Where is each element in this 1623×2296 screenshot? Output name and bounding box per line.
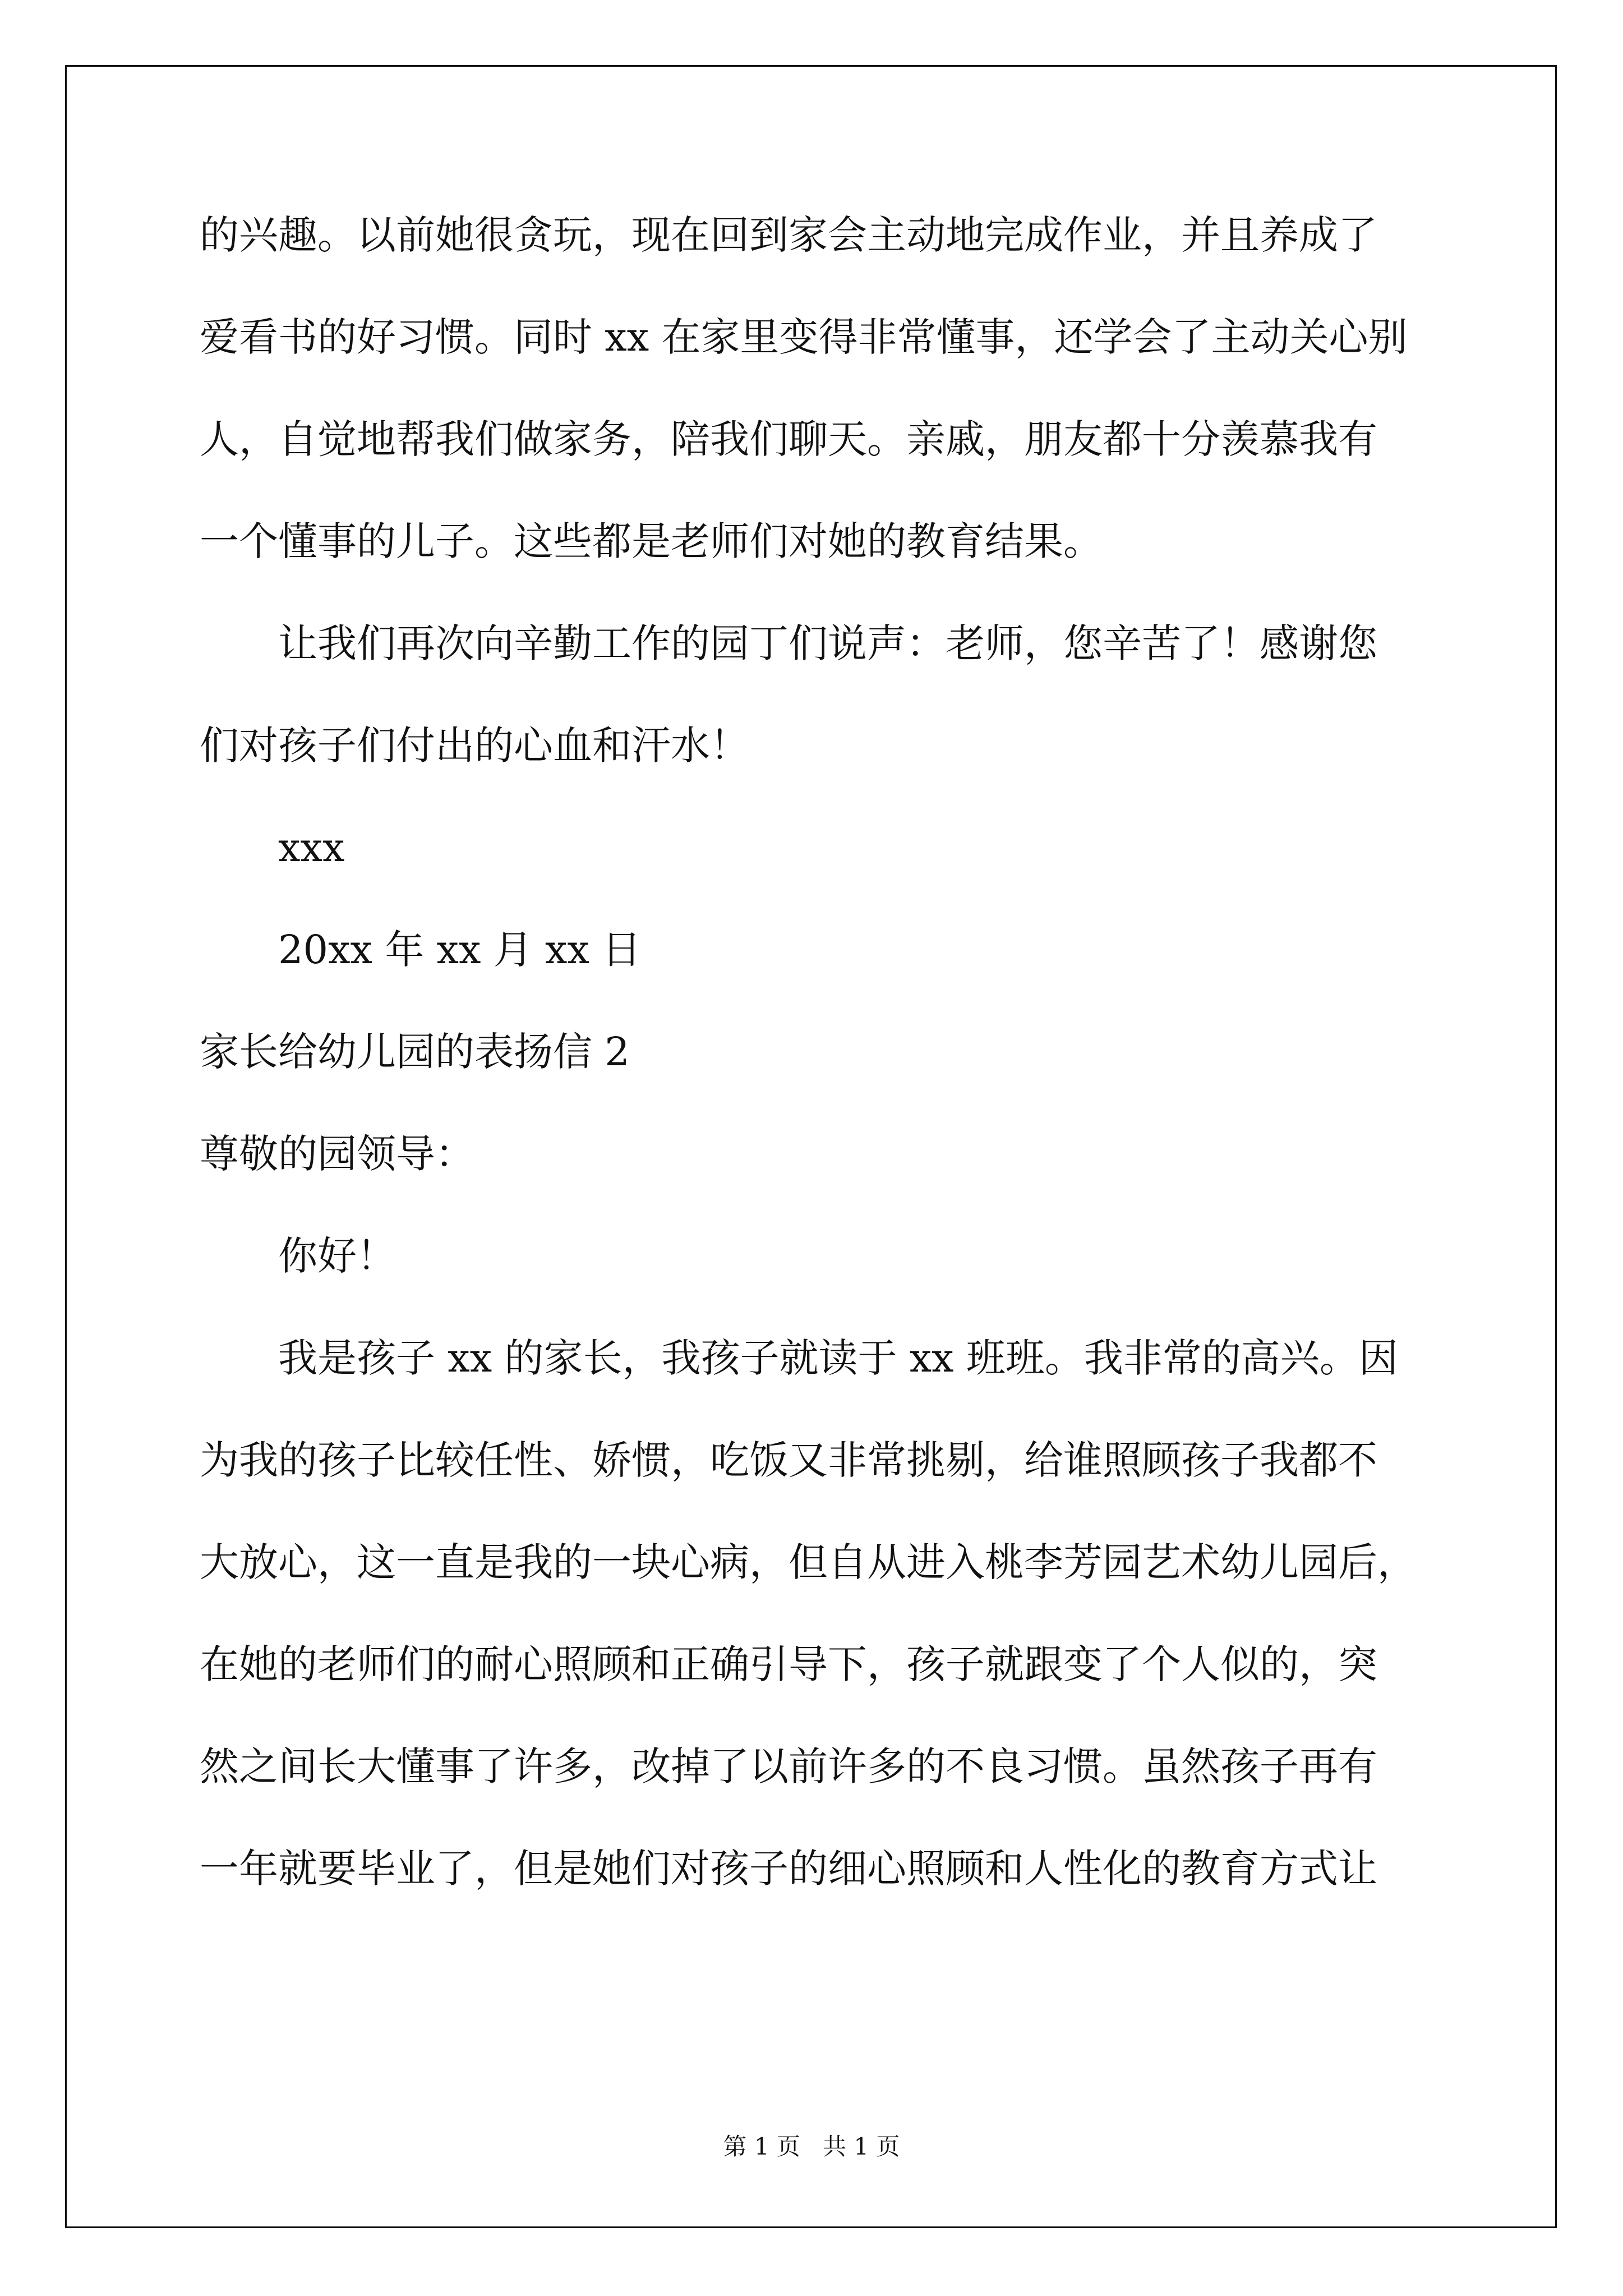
paragraph-first-line: 让我们再次向辛勤工作的园丁们说声：老师，您辛苦了！感谢您 <box>278 620 1377 666</box>
body-text-line: 然之间长大懂事了许多，改掉了以前许多的不良习惯。虽然孩子再有 <box>200 1743 1377 1789</box>
letter-heading: 家长给幼儿园的表扬信 2 <box>200 1029 630 1075</box>
greeting: 你好！ <box>278 1233 396 1279</box>
body-text-line: 一个懂事的儿子。这些都是老师们对她的教育结果。 <box>200 518 1103 564</box>
body-text-line: 人，自觉地帮我们做家务，陪我们聊天。亲戚，朋友都十分羡慕我有 <box>200 416 1377 462</box>
paragraph-first-line: 我是孩子 xx 的家长，我孩子就读于 xx 班班。我非常的高兴。因 <box>278 1335 1398 1381</box>
salutation: 尊敬的园领导： <box>200 1131 474 1177</box>
body-text-line: 的兴趣。以前她很贪玩，现在回到家会主动地完成作业，并且养成了 <box>200 212 1377 258</box>
page-footer: 第 1 页 共 1 页 <box>723 2133 900 2160</box>
signature-date: 20xx 年 xx 月 xx 日 <box>278 927 642 973</box>
body-text-line: 为我的孩子比较任性、娇惯，吃饭又非常挑剔，给谁照顾孩子我都不 <box>200 1437 1377 1483</box>
body-text-line: 爱看书的好习惯。同时 xx 在家里变得非常懂事，还学会了主动关心别 <box>200 314 1408 360</box>
signature-name: xxx <box>278 825 345 871</box>
body-text-line: 一年就要毕业了，但是她们对孩子的细心照顾和人性化的教育方式让 <box>200 1846 1377 1892</box>
body-text-line: 在她的老师们的耐心照顾和正确引导下，孩子就跟变了个人似的，突 <box>200 1641 1377 1687</box>
body-text-line: 们对孩子们付出的心血和汗水！ <box>200 723 749 769</box>
body-text-line: 大放心，这一直是我的一块心病，但自从进入桃李芳园艺术幼儿园后， <box>200 1539 1417 1585</box>
